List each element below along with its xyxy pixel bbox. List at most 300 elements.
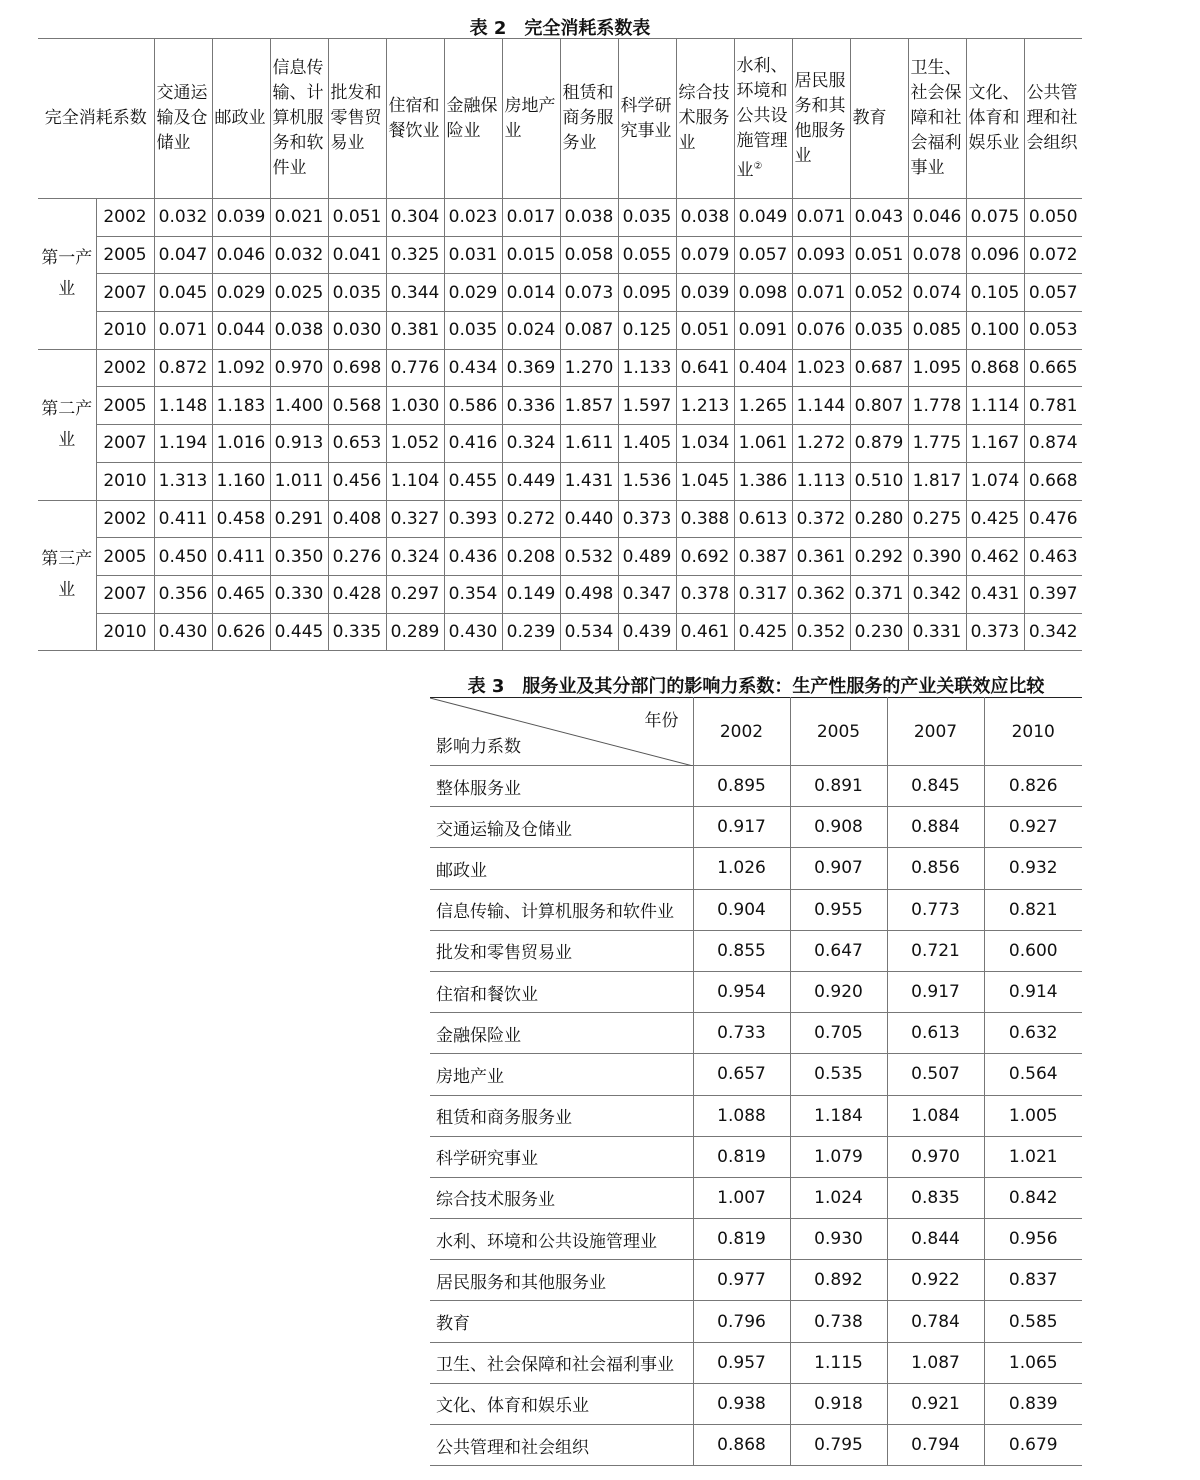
sector-name: 整体服务业: [430, 766, 693, 807]
value-cell: 0.105: [966, 274, 1024, 312]
table3-influence-coefficients: [430, 697, 1082, 1466]
year-cell: 2005: [96, 236, 154, 274]
value-cell: 0.091: [734, 312, 792, 350]
table2-column-header: 教育: [850, 39, 908, 199]
value-cell: 0.046: [908, 199, 966, 237]
value-cell: 0.430: [444, 613, 502, 651]
value-cell: 0.038: [560, 199, 618, 237]
value-cell: 0.837: [984, 1260, 1082, 1301]
table2-column-header: 综合技术服务业: [676, 39, 734, 199]
value-cell: 0.038: [270, 312, 328, 350]
value-cell: 0.874: [1024, 425, 1082, 463]
value-cell: 1.133: [618, 349, 676, 387]
value-cell: 0.904: [693, 889, 790, 930]
value-cell: 0.498: [560, 575, 618, 613]
sector-name: 教育: [430, 1301, 693, 1342]
value-cell: 0.076: [792, 312, 850, 350]
value-cell: 0.844: [887, 1219, 984, 1260]
value-cell: 0.051: [676, 312, 734, 350]
table-row: [38, 274, 1082, 312]
value-cell: 0.324: [386, 538, 444, 576]
sector-name: 居民服务和其他服务业: [430, 1260, 693, 1301]
value-cell: 1.536: [618, 462, 676, 500]
value-cell: 0.291: [270, 500, 328, 538]
value-cell: 0.440: [560, 500, 618, 538]
year-column-header: 2005: [790, 698, 887, 766]
table-row: [430, 1301, 1082, 1342]
value-cell: 1.857: [560, 387, 618, 425]
value-cell: 0.393: [444, 500, 502, 538]
value-cell: 0.354: [444, 575, 502, 613]
value-cell: 1.611: [560, 425, 618, 463]
value-cell: 0.626: [212, 613, 270, 651]
value-cell: 0.330: [270, 575, 328, 613]
value-cell: 0.868: [693, 1425, 790, 1466]
value-cell: 0.534: [560, 613, 618, 651]
value-cell: 0.738: [790, 1301, 887, 1342]
value-cell: 0.342: [1024, 613, 1082, 651]
value-cell: 1.007: [693, 1177, 790, 1218]
value-cell: 0.369: [502, 349, 560, 387]
value-cell: 0.705: [790, 1013, 887, 1054]
value-cell: 0.776: [386, 349, 444, 387]
value-cell: 0.024: [502, 312, 560, 350]
value-cell: 0.017: [502, 199, 560, 237]
value-cell: 0.331: [908, 613, 966, 651]
value-cell: 0.029: [444, 274, 502, 312]
value-cell: 0.404: [734, 349, 792, 387]
value-cell: 0.914: [984, 971, 1082, 1012]
value-cell: 0.350: [270, 538, 328, 576]
year-cell: 2002: [96, 349, 154, 387]
table-row: [38, 199, 1082, 237]
value-cell: 0.532: [560, 538, 618, 576]
table-row: [430, 1013, 1082, 1054]
value-cell: 1.052: [386, 425, 444, 463]
value-cell: 0.907: [790, 848, 887, 889]
value-cell: 1.184: [790, 1095, 887, 1136]
year-cell: 2010: [96, 462, 154, 500]
value-cell: 0.342: [908, 575, 966, 613]
value-cell: 0.378: [676, 575, 734, 613]
value-cell: 0.208: [502, 538, 560, 576]
value-cell: 0.856: [887, 848, 984, 889]
value-cell: 0.917: [693, 807, 790, 848]
table-row: [430, 889, 1082, 930]
value-cell: 0.361: [792, 538, 850, 576]
value-cell: 1.194: [154, 425, 212, 463]
value-cell: 0.047: [154, 236, 212, 274]
value-cell: 0.073: [560, 274, 618, 312]
value-cell: 0.586: [444, 387, 502, 425]
table3-caption: 表 3 服务业及其分部门的影响力系数：生产性服务的产业关联效应比较: [467, 676, 1045, 697]
value-cell: 0.692: [676, 538, 734, 576]
value-cell: 1.183: [212, 387, 270, 425]
value-cell: 0.230: [850, 613, 908, 651]
group-label: 第三产业: [38, 500, 96, 651]
value-cell: 0.057: [1024, 274, 1082, 312]
value-cell: 0.289: [386, 613, 444, 651]
value-cell: 0.450: [154, 538, 212, 576]
value-cell: 0.023: [444, 199, 502, 237]
table-row: [38, 500, 1082, 538]
group-label: 第一产业: [38, 199, 96, 350]
value-cell: 0.297: [386, 575, 444, 613]
value-cell: 0.819: [693, 1136, 790, 1177]
value-cell: 0.425: [734, 613, 792, 651]
value-cell: 0.613: [887, 1013, 984, 1054]
value-cell: 0.373: [618, 500, 676, 538]
value-cell: 0.304: [386, 199, 444, 237]
table2-column-header: 科学研究事业: [618, 39, 676, 199]
value-cell: 0.057: [734, 236, 792, 274]
table-row: [430, 971, 1082, 1012]
value-cell: 0.439: [618, 613, 676, 651]
value-cell: 0.053: [1024, 312, 1082, 350]
value-cell: 1.092: [212, 349, 270, 387]
value-cell: 0.795: [790, 1425, 887, 1466]
value-cell: 1.011: [270, 462, 328, 500]
table-row: [38, 613, 1082, 651]
value-cell: 1.431: [560, 462, 618, 500]
table2-column-header: 交通运输及仓储业: [154, 39, 212, 199]
year-cell: 2002: [96, 199, 154, 237]
value-cell: 1.597: [618, 387, 676, 425]
value-cell: 0.679: [984, 1425, 1082, 1466]
value-cell: 1.114: [966, 387, 1024, 425]
value-cell: 0.434: [444, 349, 502, 387]
value-cell: 0.657: [693, 1054, 790, 1095]
value-cell: 0.087: [560, 312, 618, 350]
value-cell: 0.046: [212, 236, 270, 274]
coefficient-label: 影响力系数: [436, 737, 521, 757]
value-cell: 0.585: [984, 1301, 1082, 1342]
table-row: [38, 462, 1082, 500]
value-cell: 0.835: [887, 1177, 984, 1218]
table-row: [430, 930, 1082, 971]
table2-column-header: 房地产业: [502, 39, 560, 199]
value-cell: 0.436: [444, 538, 502, 576]
value-cell: 0.149: [502, 575, 560, 613]
value-cell: 0.476: [1024, 500, 1082, 538]
value-cell: 1.088: [693, 1095, 790, 1136]
value-cell: 0.044: [212, 312, 270, 350]
value-cell: 0.043: [850, 199, 908, 237]
table-row: [430, 766, 1082, 807]
value-cell: 0.317: [734, 575, 792, 613]
value-cell: 0.930: [790, 1219, 887, 1260]
value-cell: 0.411: [154, 500, 212, 538]
footnote-mark: ②: [753, 160, 763, 172]
value-cell: 1.021: [984, 1136, 1082, 1177]
table-row: [38, 236, 1082, 274]
value-cell: 0.381: [386, 312, 444, 350]
table-row: [38, 312, 1082, 350]
value-cell: 0.324: [502, 425, 560, 463]
value-cell: 0.956: [984, 1219, 1082, 1260]
value-cell: 0.954: [693, 971, 790, 1012]
value-cell: 1.405: [618, 425, 676, 463]
value-cell: 0.035: [850, 312, 908, 350]
sector-name: 批发和零售贸易业: [430, 930, 693, 971]
table2-column-header: 批发和零售贸易业: [328, 39, 386, 199]
table2-column-header: 卫生、社会保障和社会福利事业: [908, 39, 966, 199]
table2-header-row: [38, 39, 1082, 199]
value-cell: 0.430: [154, 613, 212, 651]
value-cell: 0.032: [154, 199, 212, 237]
value-cell: 0.489: [618, 538, 676, 576]
value-cell: 0.428: [328, 575, 386, 613]
sector-name: 科学研究事业: [430, 1136, 693, 1177]
table2-column-header: 文化、体育和娱乐业: [966, 39, 1024, 199]
value-cell: 0.344: [386, 274, 444, 312]
value-cell: 0.014: [502, 274, 560, 312]
table-row: [430, 1136, 1082, 1177]
value-cell: 0.371: [850, 575, 908, 613]
value-cell: 0.272: [502, 500, 560, 538]
table-row: [38, 425, 1082, 463]
value-cell: 0.445: [270, 613, 328, 651]
value-cell: 0.668: [1024, 462, 1082, 500]
value-cell: 0.884: [887, 807, 984, 848]
value-cell: 0.292: [850, 538, 908, 576]
value-cell: 0.733: [693, 1013, 790, 1054]
value-cell: 0.855: [693, 930, 790, 971]
table2-column-header: 水利、环境和公共设施管理业②: [734, 39, 792, 199]
value-cell: 0.125: [618, 312, 676, 350]
value-cell: 1.778: [908, 387, 966, 425]
value-cell: 0.781: [1024, 387, 1082, 425]
table-row: [430, 1177, 1082, 1218]
value-cell: 1.104: [386, 462, 444, 500]
table2-column-header: 住宿和餐饮业: [386, 39, 444, 199]
value-cell: 0.921: [887, 1383, 984, 1424]
value-cell: 0.908: [790, 807, 887, 848]
value-cell: 0.035: [328, 274, 386, 312]
value-cell: 0.922: [887, 1260, 984, 1301]
value-cell: 0.397: [1024, 575, 1082, 613]
sector-name: 文化、体育和娱乐业: [430, 1383, 693, 1424]
value-cell: 0.794: [887, 1425, 984, 1466]
value-cell: 0.917: [887, 971, 984, 1012]
value-cell: 0.632: [984, 1013, 1082, 1054]
value-cell: 0.918: [790, 1383, 887, 1424]
table2-column-header: 信息传输、计算机服务和软件业: [270, 39, 328, 199]
year-cell: 2002: [96, 500, 154, 538]
value-cell: 0.100: [966, 312, 1024, 350]
value-cell: 0.388: [676, 500, 734, 538]
value-cell: 0.721: [887, 930, 984, 971]
value-cell: 0.239: [502, 613, 560, 651]
value-cell: 0.879: [850, 425, 908, 463]
value-cell: 0.038: [676, 199, 734, 237]
value-cell: 0.096: [966, 236, 1024, 274]
value-cell: 0.977: [693, 1260, 790, 1301]
value-cell: 0.325: [386, 236, 444, 274]
value-cell: 0.356: [154, 575, 212, 613]
value-cell: 0.025: [270, 274, 328, 312]
value-cell: 0.458: [212, 500, 270, 538]
value-cell: 1.061: [734, 425, 792, 463]
value-cell: 0.408: [328, 500, 386, 538]
table2-caption: 表 2 完全消耗系数表: [469, 18, 651, 39]
value-cell: 0.455: [444, 462, 502, 500]
value-cell: 0.641: [676, 349, 734, 387]
value-cell: 0.035: [444, 312, 502, 350]
year-column-header: 2007: [887, 698, 984, 766]
value-cell: 0.275: [908, 500, 966, 538]
sector-name: 房地产业: [430, 1054, 693, 1095]
value-cell: 0.600: [984, 930, 1082, 971]
value-cell: 0.045: [154, 274, 212, 312]
value-cell: 0.373: [966, 613, 1024, 651]
value-cell: 0.842: [984, 1177, 1082, 1218]
table2-body: [38, 199, 1082, 651]
value-cell: 0.920: [790, 971, 887, 1012]
sector-name: 卫生、社会保障和社会福利事业: [430, 1342, 693, 1383]
table-row: [430, 1095, 1082, 1136]
value-cell: 0.826: [984, 766, 1082, 807]
value-cell: 0.021: [270, 199, 328, 237]
table-row: [430, 1342, 1082, 1383]
value-cell: 0.938: [693, 1383, 790, 1424]
value-cell: 1.775: [908, 425, 966, 463]
value-cell: 0.075: [966, 199, 1024, 237]
value-cell: 0.074: [908, 274, 966, 312]
value-cell: 1.817: [908, 462, 966, 500]
value-cell: 0.372: [792, 500, 850, 538]
sector-name: 金融保险业: [430, 1013, 693, 1054]
sector-name: 公共管理和社会组织: [430, 1425, 693, 1466]
table-row: [430, 1260, 1082, 1301]
year-cell: 2005: [96, 538, 154, 576]
value-cell: 1.016: [212, 425, 270, 463]
value-cell: 1.272: [792, 425, 850, 463]
table-row: [430, 1219, 1082, 1260]
value-cell: 0.456: [328, 462, 386, 500]
value-cell: 0.416: [444, 425, 502, 463]
value-cell: 0.535: [790, 1054, 887, 1095]
year-cell: 2010: [96, 312, 154, 350]
value-cell: 0.872: [154, 349, 212, 387]
value-cell: 0.647: [790, 930, 887, 971]
value-cell: 1.024: [790, 1177, 887, 1218]
value-cell: 0.687: [850, 349, 908, 387]
value-cell: 0.352: [792, 613, 850, 651]
value-cell: 0.431: [966, 575, 1024, 613]
table-row: [38, 387, 1082, 425]
value-cell: 0.895: [693, 766, 790, 807]
year-cell: 2007: [96, 575, 154, 613]
value-cell: 0.327: [386, 500, 444, 538]
table-row: [38, 349, 1082, 387]
value-cell: 0.029: [212, 274, 270, 312]
value-cell: 1.087: [887, 1342, 984, 1383]
value-cell: 0.071: [154, 312, 212, 350]
value-cell: 1.084: [887, 1095, 984, 1136]
year-column-header: 2002: [693, 698, 790, 766]
value-cell: 0.280: [850, 500, 908, 538]
value-cell: 0.819: [693, 1219, 790, 1260]
value-cell: 0.362: [792, 575, 850, 613]
value-cell: 1.313: [154, 462, 212, 500]
value-cell: 0.821: [984, 889, 1082, 930]
table3-header-row: [430, 698, 1082, 766]
value-cell: 0.970: [270, 349, 328, 387]
value-cell: 0.653: [328, 425, 386, 463]
value-cell: 1.270: [560, 349, 618, 387]
value-cell: 0.049: [734, 199, 792, 237]
value-cell: 1.074: [966, 462, 1024, 500]
sector-name: 信息传输、计算机服务和软件业: [430, 889, 693, 930]
group-label: 第二产业: [38, 349, 96, 500]
year-label: 年份: [644, 711, 679, 731]
value-cell: 0.796: [693, 1301, 790, 1342]
value-cell: 0.093: [792, 236, 850, 274]
value-cell: 1.079: [790, 1136, 887, 1177]
value-cell: 0.839: [984, 1383, 1082, 1424]
value-cell: 1.400: [270, 387, 328, 425]
value-cell: 0.335: [328, 613, 386, 651]
value-cell: 0.347: [618, 575, 676, 613]
value-cell: 0.031: [444, 236, 502, 274]
value-cell: 0.032: [270, 236, 328, 274]
value-cell: 1.034: [676, 425, 734, 463]
sector-name: 水利、环境和公共设施管理业: [430, 1219, 693, 1260]
value-cell: 0.041: [328, 236, 386, 274]
value-cell: 1.148: [154, 387, 212, 425]
value-cell: 1.005: [984, 1095, 1082, 1136]
table-row: [430, 1383, 1082, 1424]
value-cell: 0.058: [560, 236, 618, 274]
value-cell: 1.045: [676, 462, 734, 500]
table2-column-header: 金融保险业: [444, 39, 502, 199]
year-cell: 2007: [96, 274, 154, 312]
value-cell: 0.015: [502, 236, 560, 274]
value-cell: 0.039: [212, 199, 270, 237]
table2-column-header: 邮政业: [212, 39, 270, 199]
sector-name: 住宿和餐饮业: [430, 971, 693, 1012]
value-cell: 0.030: [328, 312, 386, 350]
table-row: [38, 538, 1082, 576]
table-row: [38, 575, 1082, 613]
value-cell: 0.784: [887, 1301, 984, 1342]
sector-name: 综合技术服务业: [430, 1177, 693, 1218]
value-cell: 0.564: [984, 1054, 1082, 1095]
value-cell: 0.449: [502, 462, 560, 500]
value-cell: 1.023: [792, 349, 850, 387]
value-cell: 0.035: [618, 199, 676, 237]
value-cell: 0.913: [270, 425, 328, 463]
value-cell: 0.051: [328, 199, 386, 237]
value-cell: 1.113: [792, 462, 850, 500]
table-row: [430, 848, 1082, 889]
value-cell: 0.807: [850, 387, 908, 425]
sector-name: 交通运输及仓储业: [430, 807, 693, 848]
year-cell: 2010: [96, 613, 154, 651]
value-cell: 0.845: [887, 766, 984, 807]
value-cell: 1.167: [966, 425, 1024, 463]
table2-corner-header: 完全消耗系数: [38, 39, 154, 199]
value-cell: 0.892: [790, 1260, 887, 1301]
value-cell: 0.462: [966, 538, 1024, 576]
value-cell: 0.665: [1024, 349, 1082, 387]
value-cell: 0.098: [734, 274, 792, 312]
value-cell: 0.510: [850, 462, 908, 500]
value-cell: 1.213: [676, 387, 734, 425]
value-cell: 1.265: [734, 387, 792, 425]
value-cell: 1.065: [984, 1342, 1082, 1383]
